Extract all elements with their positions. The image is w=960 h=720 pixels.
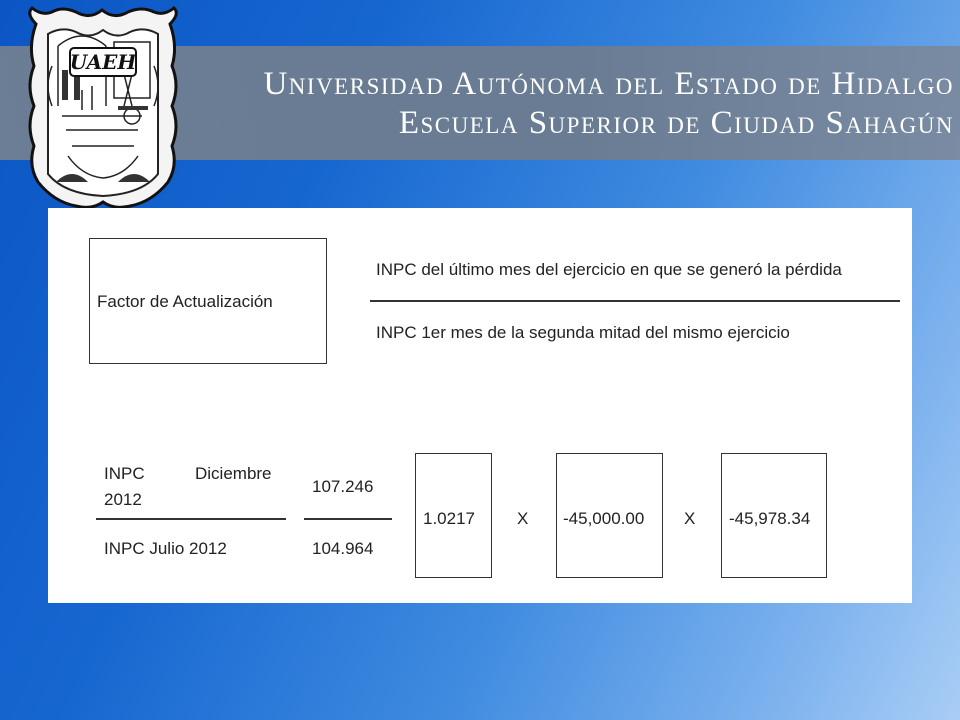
inpc-december-value: 107.246 (312, 477, 374, 496)
formula-fraction-line (370, 300, 900, 302)
factor-label: Factor de Actualización (97, 292, 273, 311)
content-panel (48, 208, 912, 603)
inpc-label-fraction-line (96, 518, 286, 520)
school-title: Escuela Superior de Ciudad Sahagún (398, 105, 954, 141)
formula-denominator: INPC 1er mes de la segunda mitad del mismo ejercicio (376, 323, 790, 342)
formula-numerator: INPC del último mes del ejercicio en que se generó la pérdida (376, 260, 842, 279)
inpc-december-label-3: 2012 (104, 490, 142, 509)
loss-value: -45,000.00 (563, 509, 645, 528)
inpc-december-label-1: INPC (104, 464, 145, 483)
inpc-july-label: INPC Julio 2012 (104, 539, 227, 558)
result-value: -45,978.34 (729, 509, 811, 528)
inpc-december-label-2: Diciembre (195, 464, 272, 483)
university-title: Universidad Autónoma del Estado de Hidalgo (263, 66, 954, 102)
university-seal-logo (22, 6, 184, 210)
multiply-sign-1: X (517, 509, 529, 528)
inpc-july-value: 104.964 (312, 539, 374, 558)
factor-value: 1.0217 (423, 509, 475, 528)
inpc-value-fraction-line (304, 518, 392, 520)
header-titles (204, 64, 954, 142)
multiply-sign-2: X (684, 509, 696, 528)
svg-text:UAEH: UAEH (69, 50, 137, 74)
